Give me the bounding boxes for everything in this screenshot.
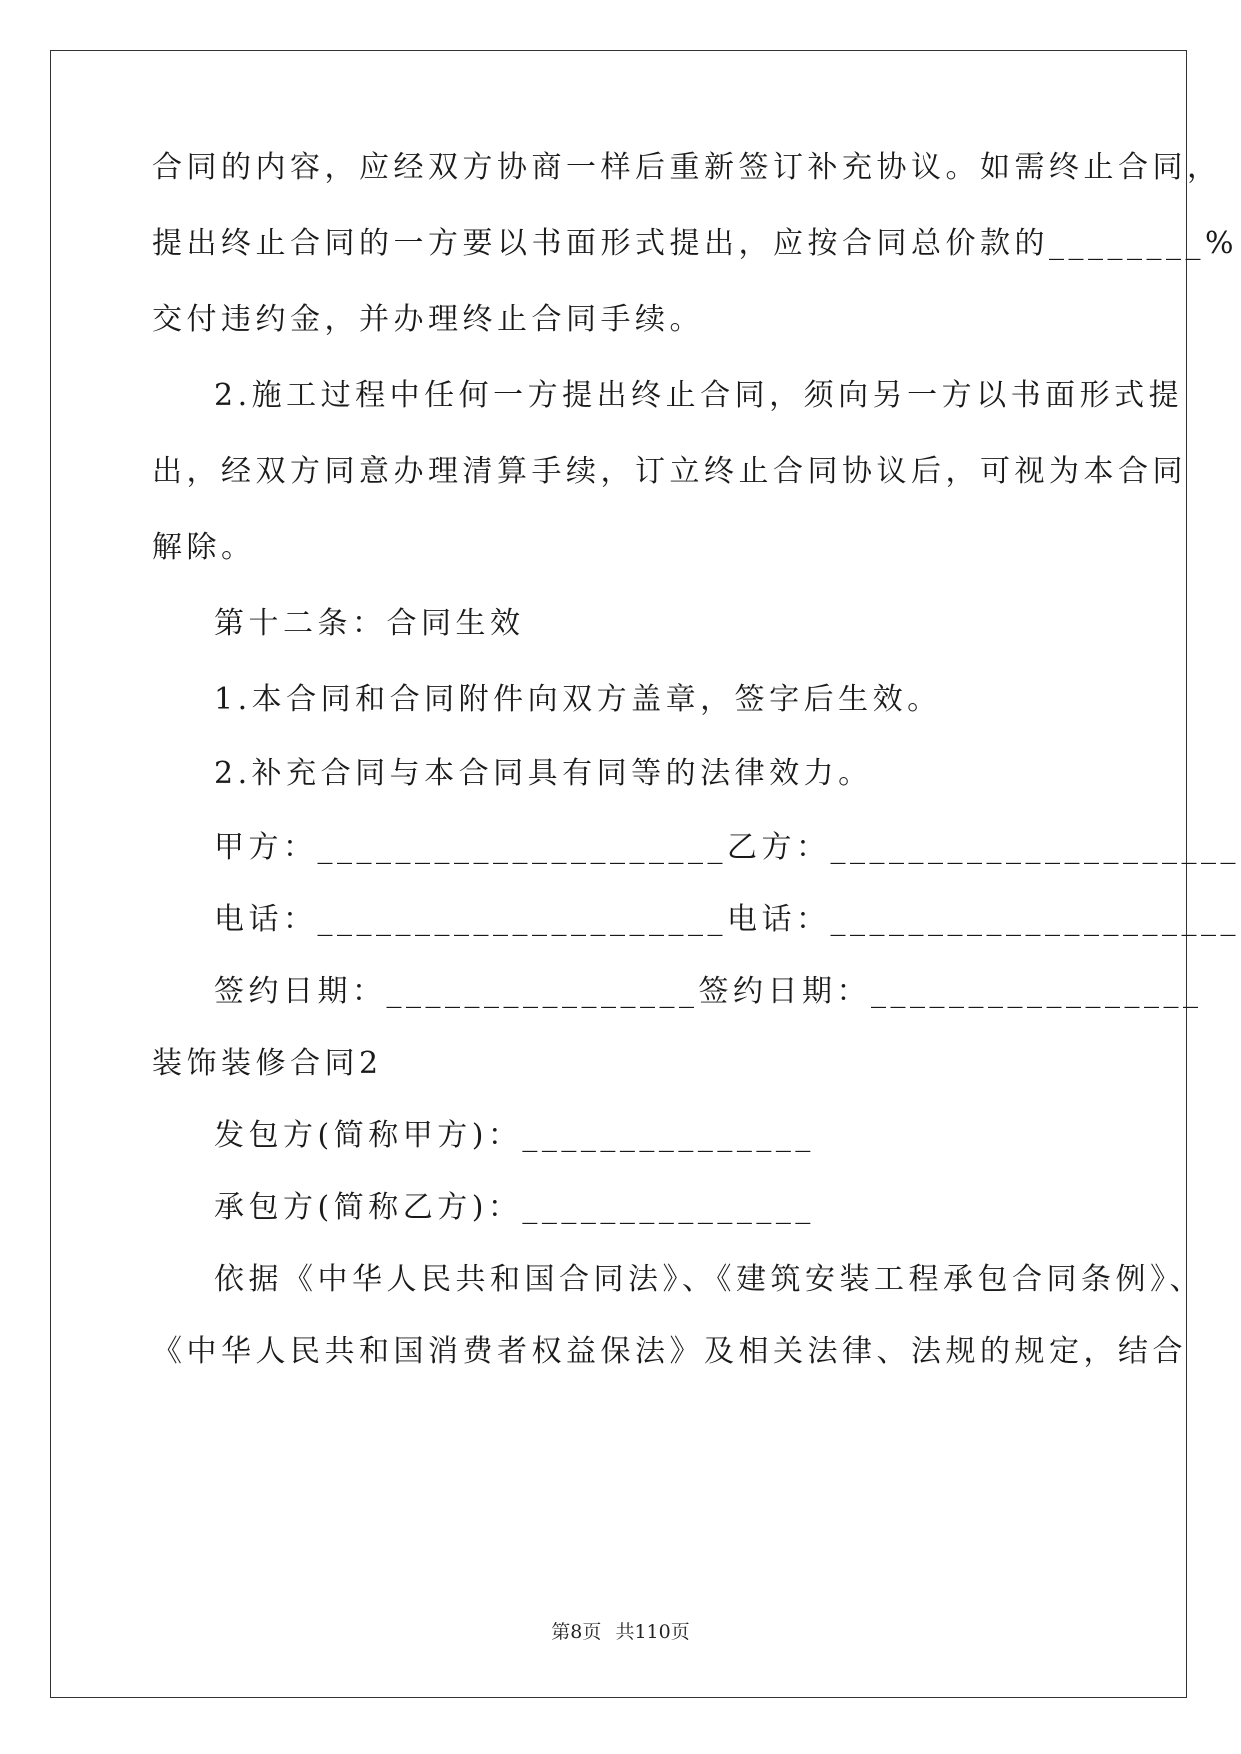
text-line: 2.施工过程中任何一方提出终止合同，须向另一方以书面形式提 [214, 378, 1184, 413]
page-footer [0, 1620, 1241, 1644]
text-line: 出，经双方同意办理清算手续，订立终止合同协议后，可视为本合同 [152, 454, 1187, 489]
text-line: 《中华人民共和国消费者权益保法》及相关法律、法规的规定，结合 [152, 1334, 1187, 1369]
signature-date-line: 签约日期：________________签约日期：_________________ [214, 974, 1203, 1009]
signature-party-line: 甲方：_____________________乙方：_____________________ [214, 830, 1240, 865]
section-heading: 第十二条：合同生效 [214, 606, 525, 641]
text-line: 依据《中华人民共和国合同法》、《建筑安装工程承包合同条例》、 [214, 1262, 1204, 1297]
text-line: 合同的内容，应经双方协商一样后重新签订补充协议。如需终止合同， [152, 150, 1222, 185]
signature-phone-line: 电话：_____________________电话：_____________________ [214, 902, 1240, 937]
page-frame [50, 50, 1187, 1698]
page-number: 第8页 [551, 1621, 602, 1643]
total-pages: 共110页 [615, 1621, 690, 1643]
text-line: 承包方(简称乙方)：_______________ [214, 1190, 815, 1225]
text-line: 解除。 [152, 530, 256, 565]
text-line: 交付违约金，并办理终止合同手续。 [152, 302, 704, 337]
text-line: 1.本合同和合同附件向双方盖章，签字后生效。 [214, 682, 942, 717]
text-line: 发包方(简称甲方)：_______________ [214, 1118, 815, 1153]
text-line: 提出终止合同的一方要以书面形式提出，应按合同总价款的________% [152, 226, 1239, 261]
document-title: 装饰装修合同2 [152, 1046, 383, 1081]
text-line: 2.补充合同与本合同具有同等的法律效力。 [214, 756, 873, 791]
